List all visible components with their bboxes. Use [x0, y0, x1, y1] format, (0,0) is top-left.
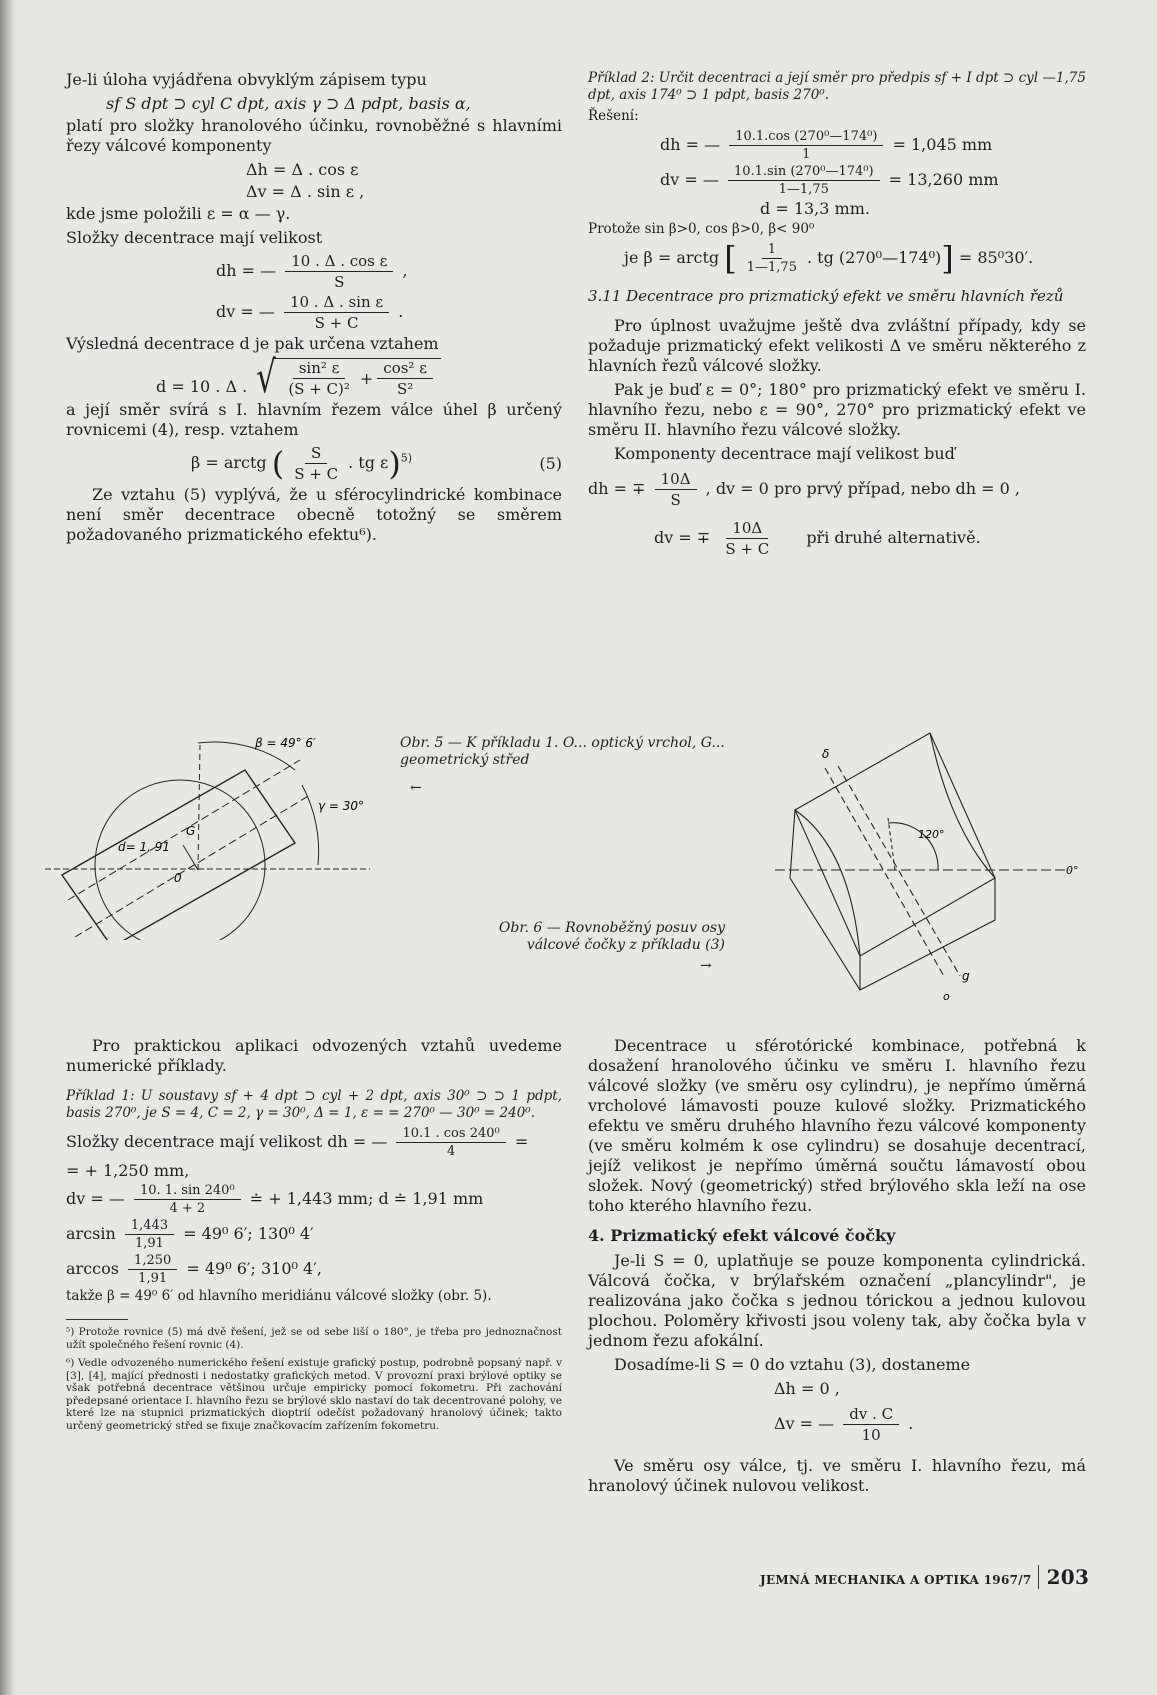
original-axis — [825, 768, 945, 978]
numerator: 10 . Δ . sin ε — [284, 293, 389, 313]
denominator: S — [334, 273, 345, 291]
example-1-arcsin — [66, 1218, 562, 1251]
equation-lhs: Složky decentrace mají velikost dh = — — [66, 1132, 388, 1151]
fig6-0deg-label: 0° — [1066, 864, 1079, 877]
paragraph: Je-li S = 0, uplatňuje se pouze komponenta cylindrická. Válcová čočka, v brýlařském označení „plancylindr", je realizována jako čočka s jednou tórickou a jednou kulovou plochou. Poloměry křivosti jsou voleny tak, aby čočka byla v jednom řezu afokální. — [588, 1251, 1086, 1350]
paragraph: Je-li úloha vyjádřena obvyklým zápisem typu — [66, 70, 427, 89]
fraction — [728, 164, 880, 197]
fraction — [125, 1218, 174, 1251]
fraction — [285, 252, 393, 291]
equation-mid: . tg (270⁰—174⁰) — [806, 248, 942, 267]
fraction — [719, 519, 775, 558]
paragraph: a její směr svírá s I. hlavním řezem válce úhel β určený rovnicemi (4), resp. vztahem — [66, 400, 562, 439]
denominator: 1 — [802, 147, 811, 162]
denominator: 4 — [446, 1144, 456, 1159]
equation-beta — [66, 444, 562, 483]
figure-5-caption: Obr. 5 — K příkladu 1. O... optický vrchol, G... geometrický střed — [400, 735, 725, 768]
lens-circle — [95, 780, 265, 940]
page-footer — [760, 1565, 1090, 1589]
paragraph: Komponenty decentrace mají velikost buď — [614, 444, 955, 463]
equation-lhs: dv = ∓ — [654, 528, 711, 547]
solution-label: Řešení: — [588, 108, 639, 124]
equation-tail: . tg ε — [348, 453, 389, 472]
example-1-arccos — [66, 1253, 562, 1286]
equation-tail: . — [398, 302, 404, 321]
equation-prescription: sf S dpt ⊃ cyl C dpt, axis γ ⊃ Δ pdpt, basis α, — [106, 94, 471, 113]
result-dh — [588, 129, 1086, 162]
right-paren: ) — [388, 444, 401, 483]
result-d: d = 13,3 mm. — [760, 199, 870, 218]
section-heading-4: 4. Prizmatický efekt válcové čočky — [588, 1226, 896, 1245]
example-1-dv — [66, 1183, 562, 1216]
fig5-G-label: G — [186, 824, 196, 838]
equation-result: = 13,260 mm — [888, 170, 999, 189]
plus-sign: + — [359, 368, 374, 388]
equation-lhs: arccos — [66, 1259, 119, 1278]
section-heading-3-11: 3.11 Decentrace pro prizmatický efekt ve směru hlavních řezů — [588, 287, 1064, 305]
footnote-ref: 5) — [400, 451, 413, 465]
decentration-line — [183, 845, 198, 870]
result-dv — [588, 164, 1086, 197]
footnote-rule — [66, 1319, 128, 1320]
fraction — [284, 293, 389, 332]
equation-result: = 1,045 mm — [892, 135, 993, 154]
equation-tail: = 49⁰ 6′; 310⁰ 4′, — [186, 1259, 322, 1278]
equation-tail: . — [908, 1414, 914, 1433]
example-1-dh — [66, 1126, 562, 1159]
numerator: S — [305, 444, 327, 464]
denominator: 1,91 — [138, 1271, 168, 1286]
fig5-gamma-label: γ = 30° — [318, 799, 365, 813]
radicand — [274, 358, 441, 398]
left-bracket: [ — [724, 239, 737, 278]
paragraph: Ve směru osy válce, tj. ve směru I. hlavního řezu, má hranolový účinek nulovou velikost. — [588, 1456, 1086, 1495]
shifted-axis — [838, 766, 960, 976]
denominator: S + C — [314, 314, 359, 332]
equation-result: = 85⁰30′. — [958, 248, 1034, 267]
equation-delta-h: Δh = Δ . cos ε — [246, 160, 359, 179]
equation-case-1 — [588, 470, 1086, 509]
equation-dh — [66, 252, 562, 291]
numerator: 10 . Δ . cos ε — [285, 252, 393, 272]
arrow-left-icon: ← — [410, 780, 422, 796]
figure-5-diagram — [40, 725, 380, 940]
equation-d — [66, 352, 562, 403]
angle-ray — [888, 818, 895, 870]
equation-tail: , — [402, 261, 408, 280]
left-paren: ( — [271, 444, 285, 483]
example-1: Příklad 1: U soustavy sf + 4 dpt ⊃ cyl + 2 dpt, axis 30⁰ ⊃ ⊃ 1 pdpt, basis 270⁰, je S = 4, C = 2, γ = 30⁰, Δ = 1, ε = = 270⁰ — 30⁰ = 240⁰. — [66, 1088, 562, 1121]
fraction — [729, 129, 883, 162]
equation-lhs: d = 10 . Δ . — [156, 377, 248, 396]
paragraph: Pro praktickou aplikaci odvozených vztahů uvedeme numerické příklady. — [66, 1036, 562, 1075]
equation-case-2 — [588, 519, 1086, 558]
equation-tail: = 49⁰ 6′; 130⁰ 4′ — [183, 1224, 314, 1243]
fig6-delta-label: δ — [822, 747, 830, 761]
page-number: 203 — [1038, 1565, 1090, 1589]
numerator: 10. 1. sin 240⁰ — [134, 1183, 241, 1200]
numerator: 10.1 . cos 240⁰ — [396, 1126, 505, 1143]
numerator: 1,443 — [125, 1218, 174, 1235]
denominator: S + C — [725, 540, 770, 558]
figure-6-caption: Obr. 6 — Rovnoběžný posuv osy válcové čočky z příkladu (3) — [498, 920, 725, 953]
radical-sign: √ — [256, 352, 277, 403]
fraction — [288, 444, 344, 483]
equation-lhs: dh = — — [216, 261, 277, 280]
denominator: S + C — [294, 465, 339, 483]
denominator: 1,91 — [135, 1236, 164, 1251]
equation-lhs: dh = — — [660, 135, 721, 154]
paragraph: takže β = 49⁰ 6′ od hlavního meridiánu válcové složky (obr. 5). — [66, 1288, 492, 1304]
denominator: 1—1,75 — [746, 260, 797, 275]
example-1-dh-result: = + 1,250 mm, — [66, 1161, 190, 1180]
denominator: 4 + 2 — [169, 1201, 206, 1216]
vertical-meridian — [198, 745, 200, 870]
equation-lhs: β = arctg — [191, 453, 267, 472]
equation-delta-v — [588, 1405, 1086, 1444]
equation-tail: = — [514, 1132, 529, 1151]
paragraph: Dosadíme-li S = 0 do vztahu (3), dostaneme — [614, 1355, 971, 1374]
example-2-heading: Příklad 2: Určit decentraci a její směr pro předpis sf + I dpt ⊃ cyl —1,75 dpt, axis 174⁰ ⊃ 1 pdpt, basis 270⁰. — [588, 70, 1086, 103]
fig6-o-label: o — [943, 990, 950, 1003]
paragraph: Pak je buď ε = 0°; 180° pro prizmatický efekt ve směru I. hlavního řezu, nebo ε = 90°, 270° pro prizmatický efekt ve směru II. hlavního řezu válcové složky. — [588, 380, 1086, 439]
footnote-5: ⁵) Protože rovnice (5) má dvě řešení, jež se od sebe liší o 180°, je třeba pro jednoznačnost užít společného řešení rovnic (4). — [66, 1326, 562, 1351]
fraction — [377, 359, 433, 398]
fraction — [741, 242, 803, 275]
numerator: sin² ε — [293, 359, 346, 379]
fraction — [655, 470, 697, 509]
numerator: 1 — [762, 242, 782, 259]
numerator: 10.1.cos (270⁰—174⁰) — [729, 129, 883, 146]
numerator: 1,250 — [128, 1253, 177, 1270]
gamma-arc — [302, 785, 319, 865]
equation-lhs: je β = arctg — [624, 248, 720, 267]
fig5-beta-label: β = 49° 6′ — [255, 736, 316, 750]
equation-lhs: dv = — — [216, 302, 275, 321]
numerator: dv . C — [843, 1405, 899, 1425]
figure-6-diagram — [770, 728, 1090, 1008]
paragraph: Výsledná decentrace d je pak určena vztahem — [66, 334, 439, 353]
equation-lhs: Δv = — — [774, 1414, 835, 1433]
equation-lhs: dv = — — [660, 170, 719, 189]
fig6-g-label: g — [962, 969, 970, 983]
equation-tail: , dv = 0 pro prvý případ, nebo dh = 0 , — [705, 479, 1021, 498]
journal-name: JEMNÁ MECHANIKA A OPTIKA 1967/7 — [760, 1573, 1032, 1587]
numerator: 10Δ — [726, 519, 768, 539]
paragraph: Protože sin β>0, cos β>0, β< 90⁰ — [588, 221, 815, 237]
paragraph: Složky decentrace mají velikost — [66, 228, 323, 247]
denominator: (S + C)² — [288, 380, 350, 398]
denominator: 1—1,75 — [778, 182, 829, 197]
left-column-bottom — [66, 1036, 562, 1438]
equation-tail: při druhé alternativě. — [806, 528, 981, 547]
fig5-d-label: d= 1, 91 — [118, 840, 171, 854]
right-bracket: ] — [941, 239, 954, 278]
denominator: S² — [396, 380, 414, 398]
lens-rectangle — [62, 770, 295, 940]
paragraph: kde jsme položili ε = α — γ. — [66, 204, 291, 223]
fig5-O-label: 0 — [174, 871, 182, 885]
equation-number: (5) — [539, 454, 562, 473]
numerator: 10Δ — [655, 470, 697, 490]
equation-lhs: dh = ∓ — [588, 479, 646, 498]
equation-lhs: dv = — — [66, 1189, 125, 1208]
square-root — [252, 352, 441, 403]
lens-top-face — [795, 733, 995, 956]
lens-side-edges — [790, 810, 995, 990]
fraction — [843, 1405, 899, 1444]
paragraph: Decentrace u sférotórické kombinace, potřebná k dosažení hranolového účinku ve směru I. hlavního řezu válcové složky (ve směru osy cylindru), je nepřímo úměrná vrcholové lámavosti pouze kulové složky. Prizmatického efektu ve směru druhého hlavního řezu válcové komponenty (ve směru kolmém k ose cylindru) se dosahuje decentrací, jejíž velikost je nepřímo úměrná součtu lámavostí obou složek. Nový (geometrický) střed brýlového skla leží na ose toho kterého hlavního řezu. — [588, 1036, 1086, 1215]
fig6-angle-label: 120° — [918, 828, 945, 841]
fraction — [134, 1183, 241, 1216]
equation-dv — [66, 293, 562, 332]
right-column-top — [588, 70, 1086, 560]
result-beta — [588, 239, 1086, 278]
left-column-top — [66, 70, 562, 549]
fraction — [128, 1253, 177, 1286]
fraction — [282, 359, 356, 398]
paragraph: platí pro složky hranolového účinku, rovnoběžné s hlavními řezy válcové komponenty — [66, 116, 562, 155]
numerator: cos² ε — [377, 359, 433, 379]
equation-delta-h-zero: Δh = 0 , — [774, 1379, 840, 1398]
paragraph: Ze vztahu (5) vyplývá, že u sférocylindrické kombinace není směr decentrace obecně totožný se směrem požadovaného prizmatického efektu⁶). — [66, 485, 562, 544]
equation-delta-v: Δv = Δ . sin ε , — [246, 182, 365, 201]
denominator: S — [670, 491, 681, 509]
denominator: 10 — [861, 1426, 881, 1444]
equation-lhs: arcsin — [66, 1224, 116, 1243]
paragraph: Pro úplnost uvažujme ještě dva zvláštní případy, kdy se požaduje prizmatický efekt velikosti Δ ve směru některého z hlavních řezů válcové složky. — [588, 316, 1086, 375]
right-column-bottom — [588, 1036, 1086, 1500]
footnote-6: ⁶) Vedle odvozeného numerického řešení existuje grafický postup, podrobně popsaný např. v [3], [4], mající přednosti i nedostatky grafických metod. V provozní praxi brýlové optiky se však potřebná decentrace většinou určuje empiricky pomocí fokometru. Při zachování předepsané orientace I. hlavního řezu se brýlové sklo nastaví do tak decentrované polohy, ve které lze na stupnici prizmatických dioptrií odečíst požadovaný hranolový účinek; takto určený geometrický střed se fixuje značkovacím zařízením fokometru. — [66, 1357, 562, 1432]
page-binding-shadow — [0, 0, 16, 1695]
arrow-right-icon: → — [700, 958, 712, 974]
fraction — [396, 1126, 505, 1159]
equation-tail: ≐ + 1,443 mm; d ≐ 1,91 mm — [249, 1189, 484, 1208]
numerator: 10.1.sin (270⁰—174⁰) — [728, 164, 880, 181]
